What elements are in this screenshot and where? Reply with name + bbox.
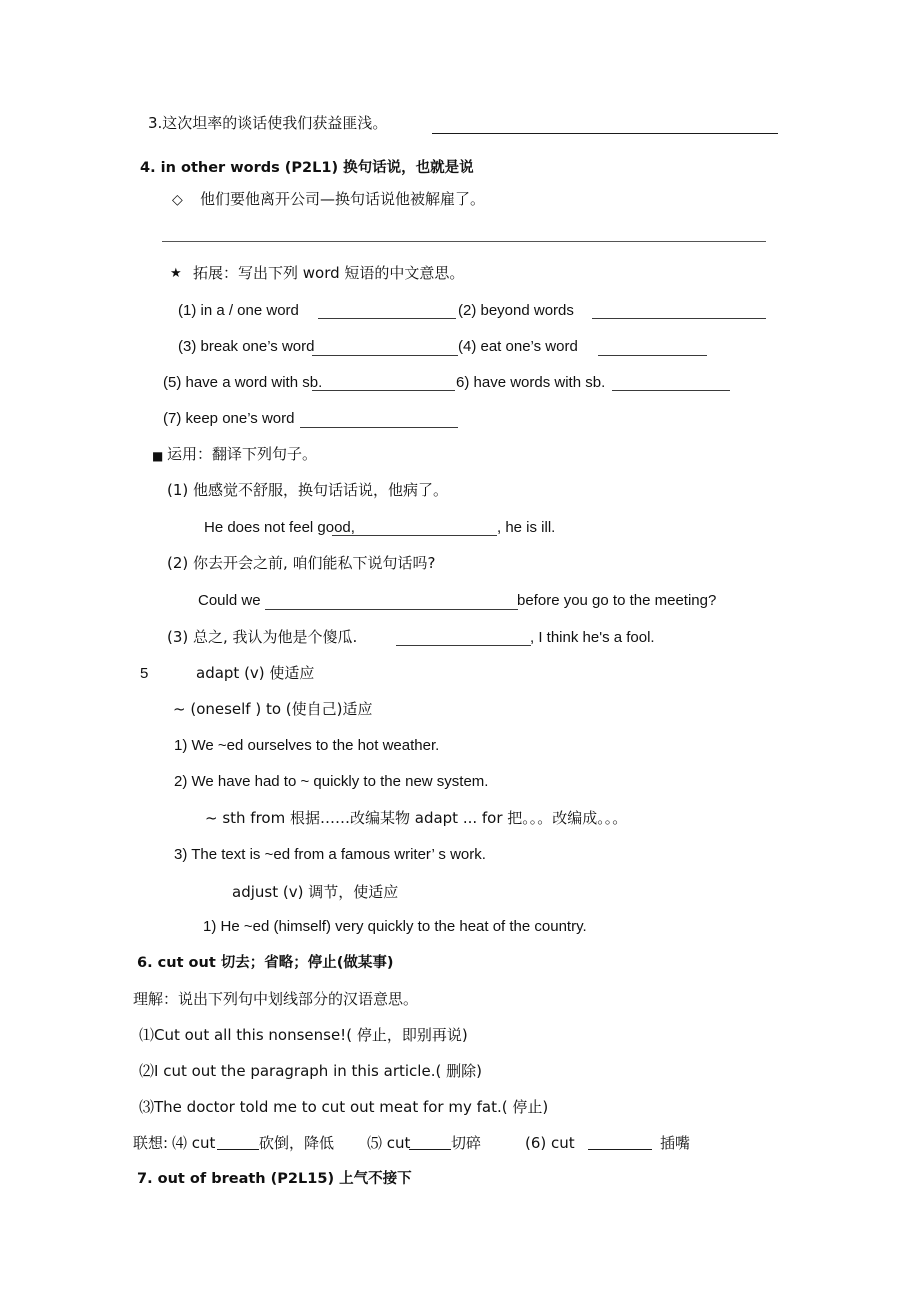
entry-6-item-1: ⑴Cut out all this nonsense!( 停止，即别再说) bbox=[139, 1026, 468, 1044]
translate-3-chinese: (3) 总之, 我认为他是个傻瓜. bbox=[167, 628, 358, 646]
word-phrase-item-1: (1) in a / one word bbox=[178, 302, 299, 319]
star-bullet-icon: ★ bbox=[170, 266, 182, 281]
translate-3-english-after: , I think he's a fool. bbox=[530, 629, 655, 646]
word-phrase-item-5: (5) have a word with sb. bbox=[163, 374, 323, 391]
association-item-4-meaning: 砍倒，降低 bbox=[259, 1134, 335, 1152]
entry-5-headword: adapt (v) 使适应 bbox=[196, 664, 315, 682]
association-item-6-label: (6) cut bbox=[525, 1134, 575, 1152]
word-phrase-blank-2[interactable] bbox=[592, 318, 766, 319]
word-phrase-blank-4[interactable] bbox=[598, 355, 707, 356]
question-3-prompt: 3.这次坦率的谈话使我们获益匪浅。 bbox=[148, 114, 388, 132]
association-blank-5[interactable] bbox=[409, 1149, 451, 1150]
entry-4-example: 他们要他离开公司—换句话说他被解雇了。 bbox=[200, 190, 486, 208]
translate-3-blank[interactable] bbox=[396, 645, 531, 646]
word-phrase-item-3: (3) break one’s word bbox=[178, 338, 315, 355]
entry-4-heading: 4. in other words (P2L1) 换句话说，也就是说 bbox=[140, 160, 474, 176]
translate-1-chinese: (1) 他感觉不舒服，换句话话说，他病了。 bbox=[167, 481, 449, 499]
entry-6-item-2: ⑵I cut out the paragraph in this article.( 删除) bbox=[139, 1062, 482, 1080]
association-item-4-label: ⑷ cut bbox=[172, 1134, 216, 1152]
entry-6-understand-label: 理解：说出下列句中划线部分的汉语意思。 bbox=[133, 990, 419, 1008]
translate-1-blank[interactable] bbox=[332, 535, 497, 536]
translate-1-english-after: , he is ill. bbox=[497, 519, 556, 536]
word-phrase-item-2: (2) beyond words bbox=[458, 302, 574, 319]
entry-5-example-3: 3) The text is ~ed from a famous writer’ s work. bbox=[174, 846, 486, 863]
entry-5-pattern-2: ~ sth from 根据……改编某物 adapt ... for 把。。。改编成。。。 bbox=[205, 809, 628, 827]
entry-4-answer-blank[interactable] bbox=[162, 241, 766, 242]
entry-7-heading: 7. out of breath (P2L15) 上气不接下 bbox=[137, 1171, 412, 1187]
translate-2-blank[interactable] bbox=[265, 609, 518, 610]
word-phrase-blank-5[interactable] bbox=[312, 390, 455, 391]
adjust-example-1: 1) He ~ed (himself) very quickly to the heat of the country. bbox=[203, 918, 587, 935]
entry-6-heading: 6. cut out 切去；省略；停止(做某事) bbox=[137, 955, 394, 971]
association-item-5-meaning: 切碎 bbox=[451, 1134, 482, 1152]
association-blank-6[interactable] bbox=[588, 1149, 652, 1150]
association-prefix: 联想: bbox=[133, 1134, 169, 1152]
word-phrase-blank-1[interactable] bbox=[318, 318, 456, 319]
association-item-5-label: ⑸ cut bbox=[367, 1134, 411, 1152]
square-bullet-icon: ■ bbox=[152, 449, 164, 463]
entry-6-item-3: ⑶The doctor told me to cut out meat for my fat.( 停止) bbox=[139, 1098, 549, 1116]
translate-2-english-before: Could we bbox=[198, 592, 261, 609]
word-phrase-item-7: (7) keep one’s word bbox=[163, 410, 295, 427]
question-3-answer-blank[interactable] bbox=[432, 133, 778, 134]
word-phrase-item-6: 6) have words with sb. bbox=[456, 374, 606, 391]
entry-5-pattern: ~ (oneself ) to (使自己)适应 bbox=[173, 700, 373, 718]
translate-2-chinese: (2) 你去开会之前, 咱们能私下说句话吗? bbox=[167, 554, 436, 572]
adjust-headword: adjust (v) 调节，使适应 bbox=[232, 883, 399, 901]
extend-label: 拓展：写出下列 word 短语的中文意思。 bbox=[193, 264, 465, 282]
entry-5-example-1: 1) We ~ed ourselves to the hot weather. bbox=[174, 737, 440, 754]
word-phrase-blank-6[interactable] bbox=[612, 390, 730, 391]
translate-1-english-before: He does not feel good, bbox=[204, 519, 355, 536]
entry-5-number: 5 bbox=[140, 665, 149, 682]
word-phrase-item-4: (4) eat one’s word bbox=[458, 338, 578, 355]
word-phrase-blank-7[interactable] bbox=[300, 427, 458, 428]
diamond-bullet-icon: ◇ bbox=[172, 192, 183, 208]
association-blank-4[interactable] bbox=[217, 1149, 259, 1150]
word-phrase-blank-3[interactable] bbox=[312, 355, 458, 356]
association-item-6-meaning: 插嘴 bbox=[660, 1134, 691, 1152]
entry-5-example-2: 2) We have had to ~ quickly to the new system. bbox=[174, 773, 489, 790]
apply-label: 运用：翻译下列句子。 bbox=[167, 445, 318, 463]
translate-2-english-after: before you go to the meeting? bbox=[517, 592, 717, 609]
